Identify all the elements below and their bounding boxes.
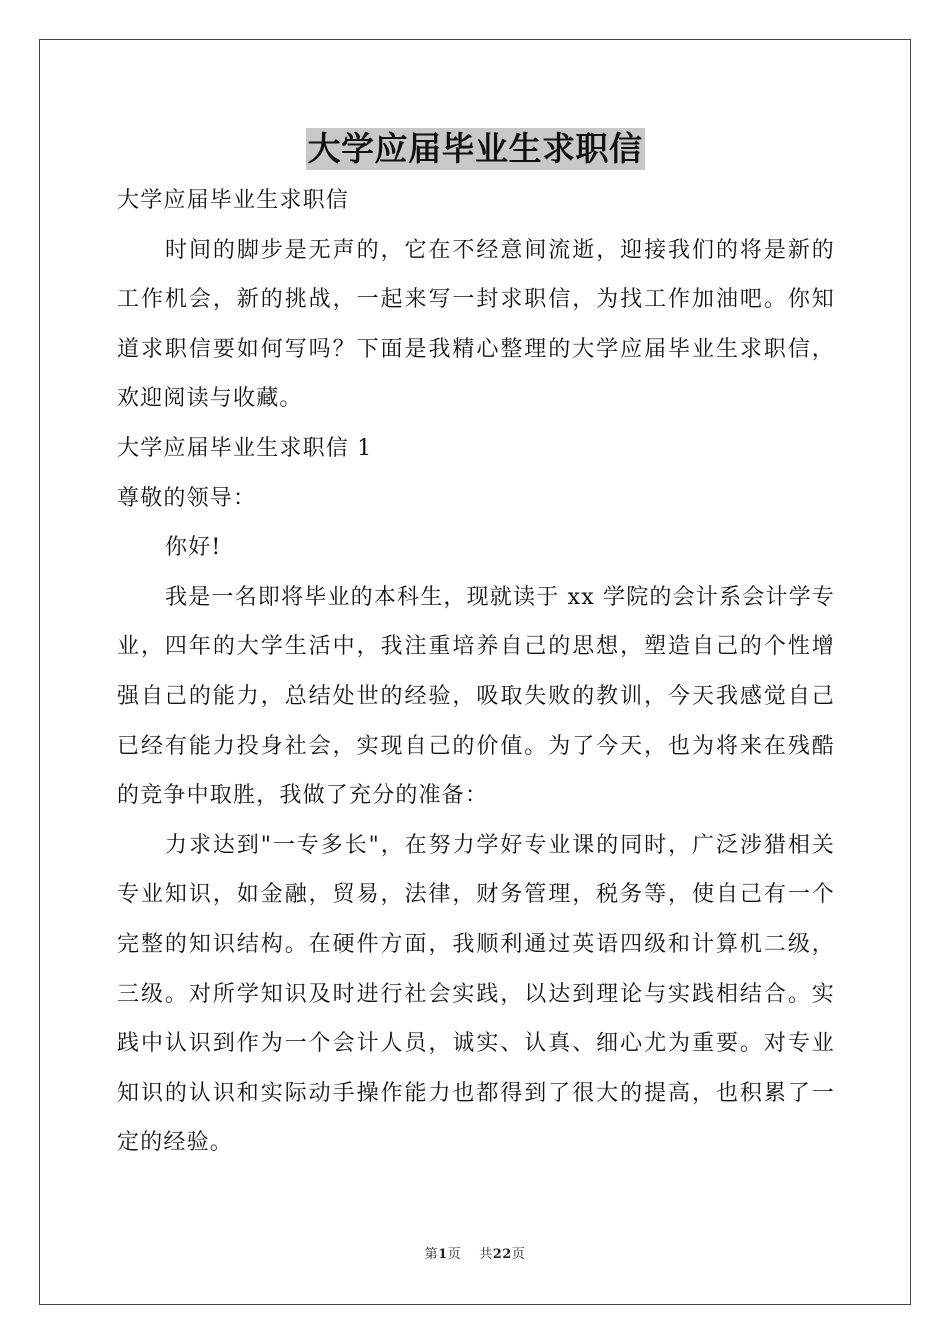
page-total: 22 xyxy=(492,1247,512,1262)
page-prefix: 第 xyxy=(424,1247,439,1262)
document-subtitle: 大学应届毕业生求职信 xyxy=(117,188,350,213)
total-prefix: 共 xyxy=(479,1247,493,1262)
title-container xyxy=(0,128,950,170)
body-paragraph-1: 我是一名即将毕业的本科生，现就读于 xx 学院的会计系会计学专业，四年的大学生活中，我注重培养自己的思想，塑造自己的个性增强自己的能力，总结处世的经验，吸取失败的教训，今天我感觉自己已经有能力投身社会，实现自己的价值。为了今天，也为将来在残酷的竞争中取胜，我做了充分的准备： xyxy=(117,584,836,809)
intro-paragraph: 时间的脚步是无声的，它在不经意间流逝，迎接我们的将是新的工作机会，新的挑战，一起来写一封求职信，为找工作加油吧。你知道求职信要如何写吗？下面是我精心整理的大学应届毕业生求职信，欢迎阅读与收藏。 xyxy=(117,237,835,412)
greeting: 你好! xyxy=(165,535,222,561)
document-title: 大学应届毕业生求职信 xyxy=(307,129,643,168)
document-body xyxy=(117,176,835,1168)
page-footer xyxy=(0,1246,950,1264)
page-suffix: 页 xyxy=(447,1247,462,1262)
salutation: 尊敬的领导： xyxy=(117,485,257,511)
letter-heading: 大学应届毕业生求职信 1 xyxy=(117,435,373,461)
total-suffix: 页 xyxy=(511,1247,526,1262)
body-paragraph-2: 力求达到"一专多长"，在努力学好专业课的同时，广泛涉猎相关专业知识，如金融，贸易，法律，财务管理，税务等，使自己有一个完整的知识结构。在硬件方面，我顺利通过英语四级和计算机二级，三级。对所学知识及时进行社会实践，以达到理论与实践相结合。实践中认识到作为一个会计人员，诚实、认真、细心尤为重要。对专业知识的认识和实际动手操作能力也都得到了很大的提高，也积累了一定的经验。 xyxy=(117,832,835,1156)
page-current: 1 xyxy=(438,1247,448,1262)
